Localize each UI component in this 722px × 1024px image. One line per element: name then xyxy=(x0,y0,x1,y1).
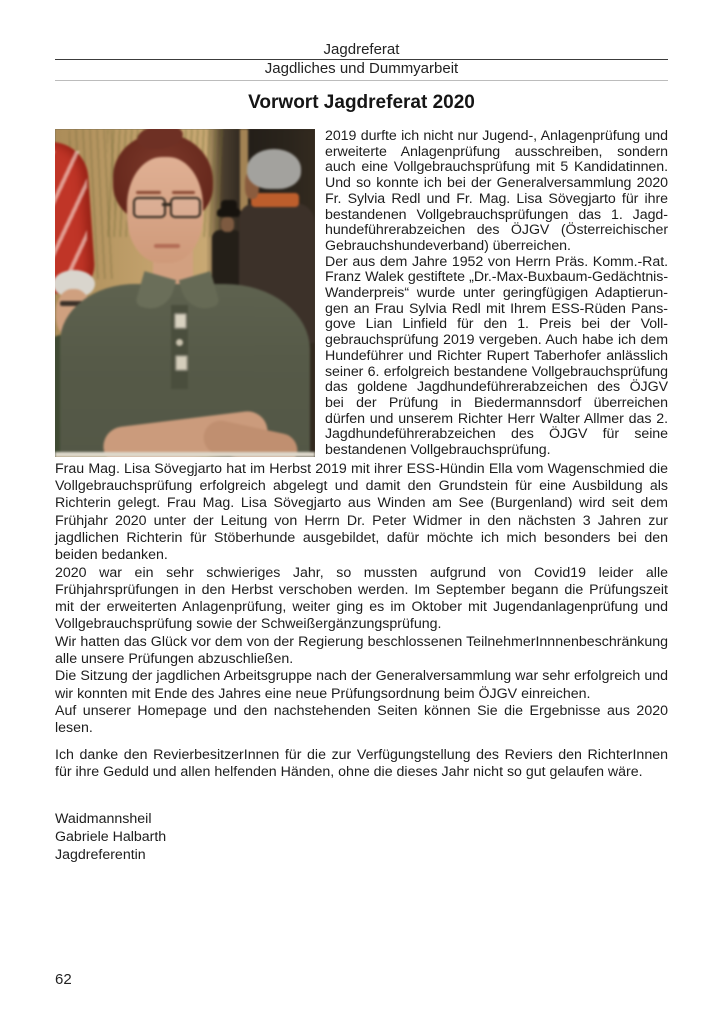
photo-woman-glasses-bridge xyxy=(162,203,171,206)
body-paragraph: Ich danke den RevierbesitzerInnen für die zur Verfügungstellung des Reviers den RichterInnen für ihre Geduld und allen helfenden Händen, ohne die dieses Jahr nicht so gut gelaufen wäre. xyxy=(55,746,668,780)
photo-umbrella-lettering xyxy=(55,151,87,281)
photo-bystander-hat-face xyxy=(221,217,234,232)
body-paragraph: 2019 durfte ich nicht nur Jugend-, Anlagenprüfung und erweiterte Anlagenprüfung ausschreiben, sondern auch eine Vollgebrauchsprüfung mit 5 Kandidatinnen. Und so konnte ich bei der Generalversammlung 2020 Fr. Sylvia Redl und Fr. Mag. Lisa Sövegjarto für ihre bestandenen Vollgebrauchsprüfungen das 1. Jagdhundeführerabzeichen des ÖJGV (Österreichischer Gebrauchshundeverband) überreichen. xyxy=(325,129,668,254)
page-title: Vorwort Jagdreferat 2020 xyxy=(248,92,475,113)
photo-text-row xyxy=(55,129,668,459)
body-paragraph: 2020 war ein sehr schwieriges Jahr, so mussten aufgrund von Covid19 leider alle Frühjahrsprüfungen in den Herbst verschoben werden. Im September begann die Prüfungszeit mit der erweiterten Anlagenprüfung, weiter ging es im Oktober mit Jugendanlagenprüfung und Vollgebrauchsprüfung sowie der Schweißergänzungsprüfung. xyxy=(55,564,668,633)
photo-bystander-right-collar xyxy=(251,193,299,207)
header-subrule xyxy=(55,80,668,81)
portrait-photo-art xyxy=(55,129,315,457)
photo-bystander-hat-crown xyxy=(221,200,237,210)
running-header-chapter: Jagdliches und Dummyarbeit xyxy=(264,60,459,77)
photo-polo-button-patch-top xyxy=(174,313,187,329)
body-paragraph: Frau Mag. Lisa Sövegjarto hat im Herbst 2019 mit ihrer ESS-Hündin Ella vom Wagenschmied die Vollgebrauchsprüfung erfolgreich abgelegt und damit den Grundstein für eine Ausbildung als Richterin gelegt. Frau Mag. Lisa Sövegjarto aus Winden am See (Burgenland) wird seit dem Frühjahr 2020 unter der Leitung von Herrn Dr. Peter Widmer in den nächsten 3 Jahren zur jagdlichen Richterin für Stöberhunde ausgebildet, dafür möchte ich mich besonders bei den beiden bedanken. xyxy=(55,460,668,564)
body-paragraph: Der aus dem Jahre 1952 von Herrn Präs. Komm.-Rat. Franz Walek gestiftete „Dr.-Max-Buxbaum-Gedächtnis-Wanderpreis“ wurde unter geringfügigen Adaptierungen an Frau Sylvia Redl mit Ihrem ESS-Rüden Pansgove Lian Linfield für den 1. Preis bei der Vollgebrauchsprüfung 2019 vergeben. Auch habe ich dem Hundeführer und Richter Rupert Taberhofer anlässlich seiner 6. erfolgreich bestandene Vollgebrauchsprüfung das goldene Jagdhundeführerabzeichen des ÖJGV bei der Prüfung in Biedermannsdorf überreichen dürfen und unserem Richter Herr Walter Allmer das 2. Jagdhundeführerabzeichen des ÖJGV für seine bestandenen Vollgebrauchsprüfung. xyxy=(325,253,668,459)
photo-bottom-edge xyxy=(55,452,315,457)
photo-woman-mouth xyxy=(154,244,180,248)
photo-polo-button-patch-bottom xyxy=(175,355,188,371)
text-beside-photo xyxy=(325,129,668,459)
portrait-photo xyxy=(55,129,315,457)
photo-bystander-right-hair xyxy=(247,149,301,189)
page-number: 62 xyxy=(55,971,72,988)
body-paragraph: Die Sitzung der jagdlichen Arbeitsgruppe nach der Generalversammlung war sehr erfolgreich und wir konnten mit Ende des Jahres eine neue Prüfungsordnung beim ÖJGV einreichen. xyxy=(55,668,668,702)
signature-block xyxy=(55,810,668,864)
body-paragraph: Auf unserer Homepage und den nachstehenden Seiten können Sie die Ergebnisse aus 2020 lesen. xyxy=(55,702,668,737)
signature-role: Jagdreferentin xyxy=(55,847,146,864)
photo-bystander-hat-body xyxy=(212,230,242,292)
full-width-text xyxy=(55,461,668,781)
body-paragraph: Wir hatten das Glück vor dem von der Regierung beschlossenen TeilnehmerInnnenbeschränkung alle unsere Prüfungen abzuschließen. xyxy=(55,633,668,668)
photo-woman-glasses-left xyxy=(133,197,166,218)
photo-woman-eyebrow-right xyxy=(172,191,195,194)
signature-name: Gabriele Halbarth xyxy=(55,829,167,846)
running-header-section: Jagdreferat xyxy=(323,41,400,58)
photo-woman-glasses-right xyxy=(170,197,201,218)
signature-closing: Waidmannsheil xyxy=(55,811,152,828)
photo-polo-button xyxy=(176,339,183,346)
photo-woman-eyebrow-left xyxy=(136,191,161,194)
